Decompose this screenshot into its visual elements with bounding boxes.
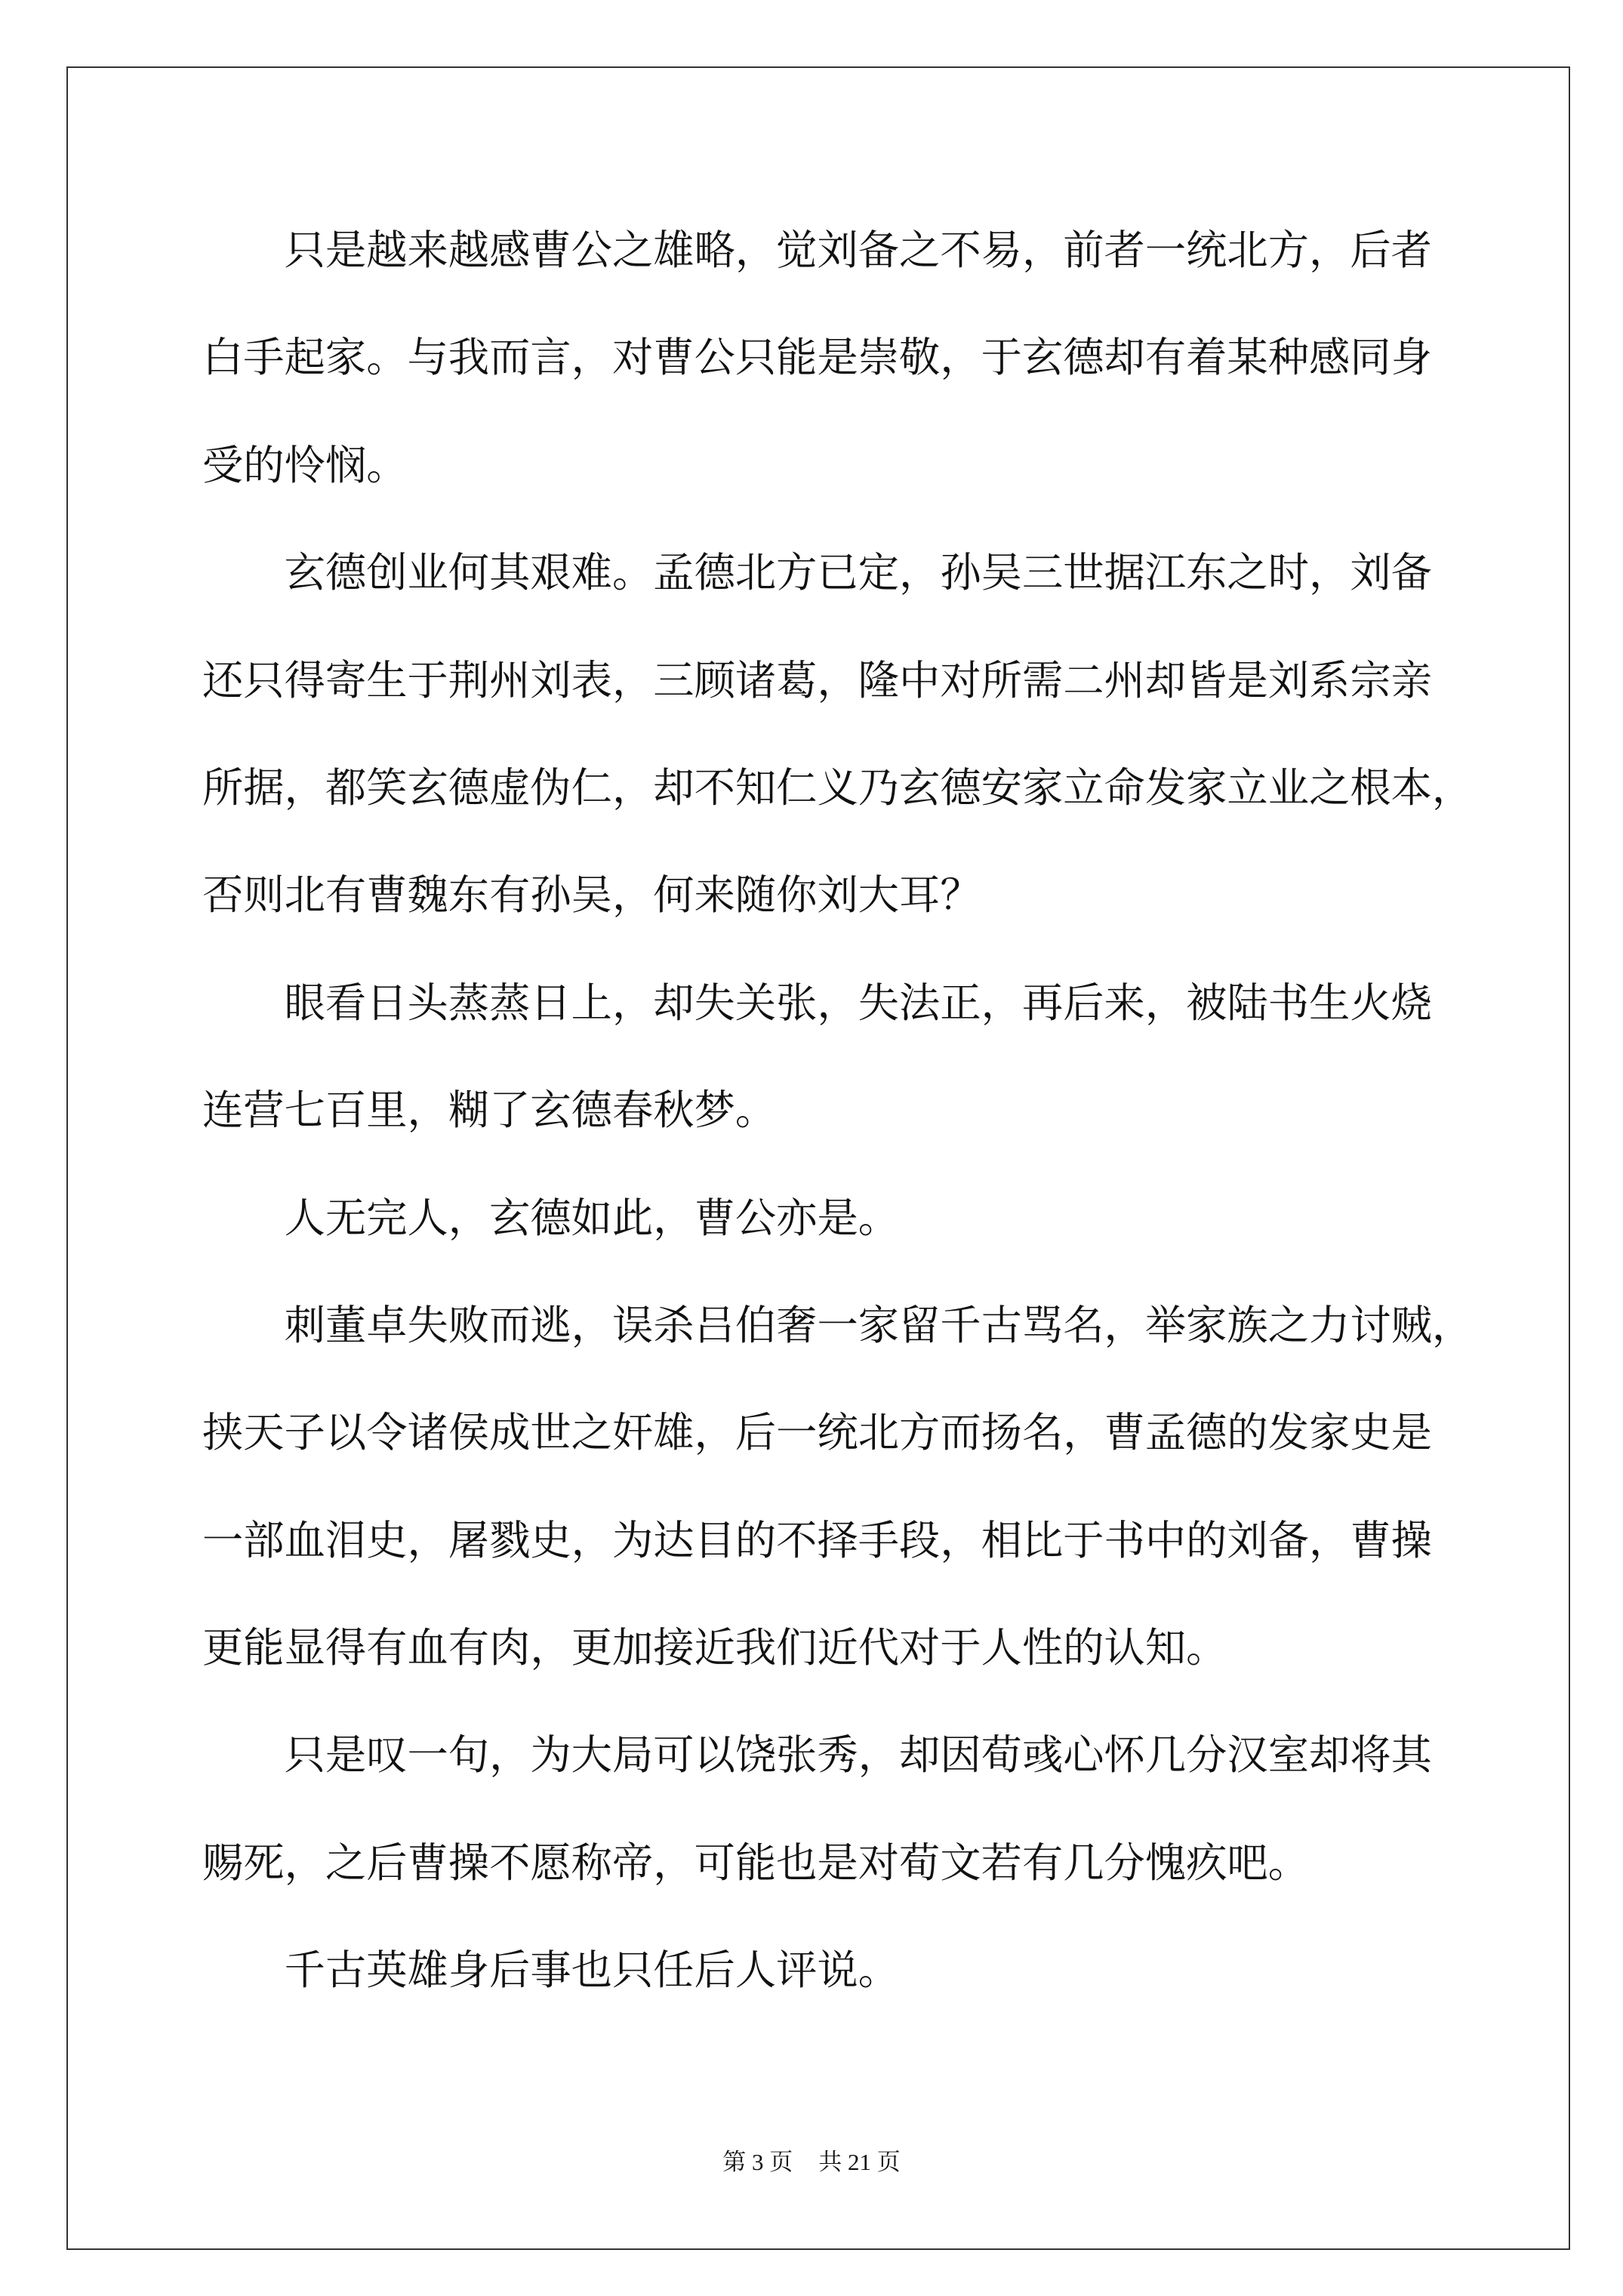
paragraph — [202, 1165, 1531, 1272]
paragraph-line: 否则北有曹魏东有孙吴，何来随你刘大耳？ — [202, 871, 981, 920]
page-number: 第 3 页 — [722, 2149, 793, 2175]
paragraph-line: 更能显得有血有肉，更加接近我们近代对于人性的认知。 — [202, 1624, 1227, 1672]
paragraph — [202, 1702, 1531, 1917]
paragraph-line: 白手起家。与我而言，对曹公只能是崇敬，于玄德却有着某种感同身 — [202, 334, 1432, 382]
paragraph-line: 只是叹一句，为大局可以饶张秀，却因荀彧心怀几分汉室却将其 — [284, 1731, 1432, 1780]
paragraph-line: 所据，都笑玄德虚伪仁，却不知仁义乃玄德安家立命发家立业之根本， — [202, 763, 1474, 812]
paragraph — [202, 950, 1531, 1165]
paragraph — [202, 519, 1531, 950]
paragraph — [202, 1917, 1531, 2024]
paragraph-line: 赐死，之后曹操不愿称帝，可能也是对荀文若有几分愧疚吧。 — [202, 1838, 1310, 1887]
page-total: 共 21 页 — [818, 2149, 901, 2175]
paragraph-line: 只是越来越感曹公之雄略，觉刘备之不易，前者一统北方，后者 — [284, 227, 1432, 274]
paragraph-line: 挟天子以令诸侯成世之奸雄，后一统北方而扬名，曹孟德的发家史是 — [202, 1409, 1432, 1457]
paragraph-line: 连营七百里，糊了玄德春秋梦。 — [202, 1086, 777, 1135]
paragraph-line: 刺董卓失败而逃，误杀吕伯奢一家留千古骂名，举家族之力讨贼， — [284, 1301, 1474, 1349]
paragraph-line: 人无完人，玄德如此，曹公亦是。 — [284, 1194, 900, 1242]
paragraph-line: 玄德创业何其艰难。孟德北方已定，孙吴三世据江东之时，刘备 — [284, 549, 1432, 597]
paragraph-line: 还只得寄生于荆州刘表，三顾诸葛，隆中对所需二州却皆是刘系宗亲 — [202, 656, 1432, 704]
document-body — [202, 197, 1531, 2025]
paragraph — [202, 197, 1531, 519]
page-footer — [0, 2148, 1623, 2177]
paragraph — [202, 1272, 1531, 1703]
paragraph-line: 受的怜悯。 — [202, 441, 408, 489]
paragraph-line: 眼看日头蒸蒸日上，却失关张，失法正，再后来，被陆书生火烧 — [284, 978, 1432, 1027]
paragraph-line: 一部血泪史，屠戮史，为达目的不择手段，相比于书中的刘备，曹操 — [202, 1516, 1432, 1564]
paragraph-line: 千古英雄身后事也只任后人评说。 — [284, 1946, 900, 1995]
